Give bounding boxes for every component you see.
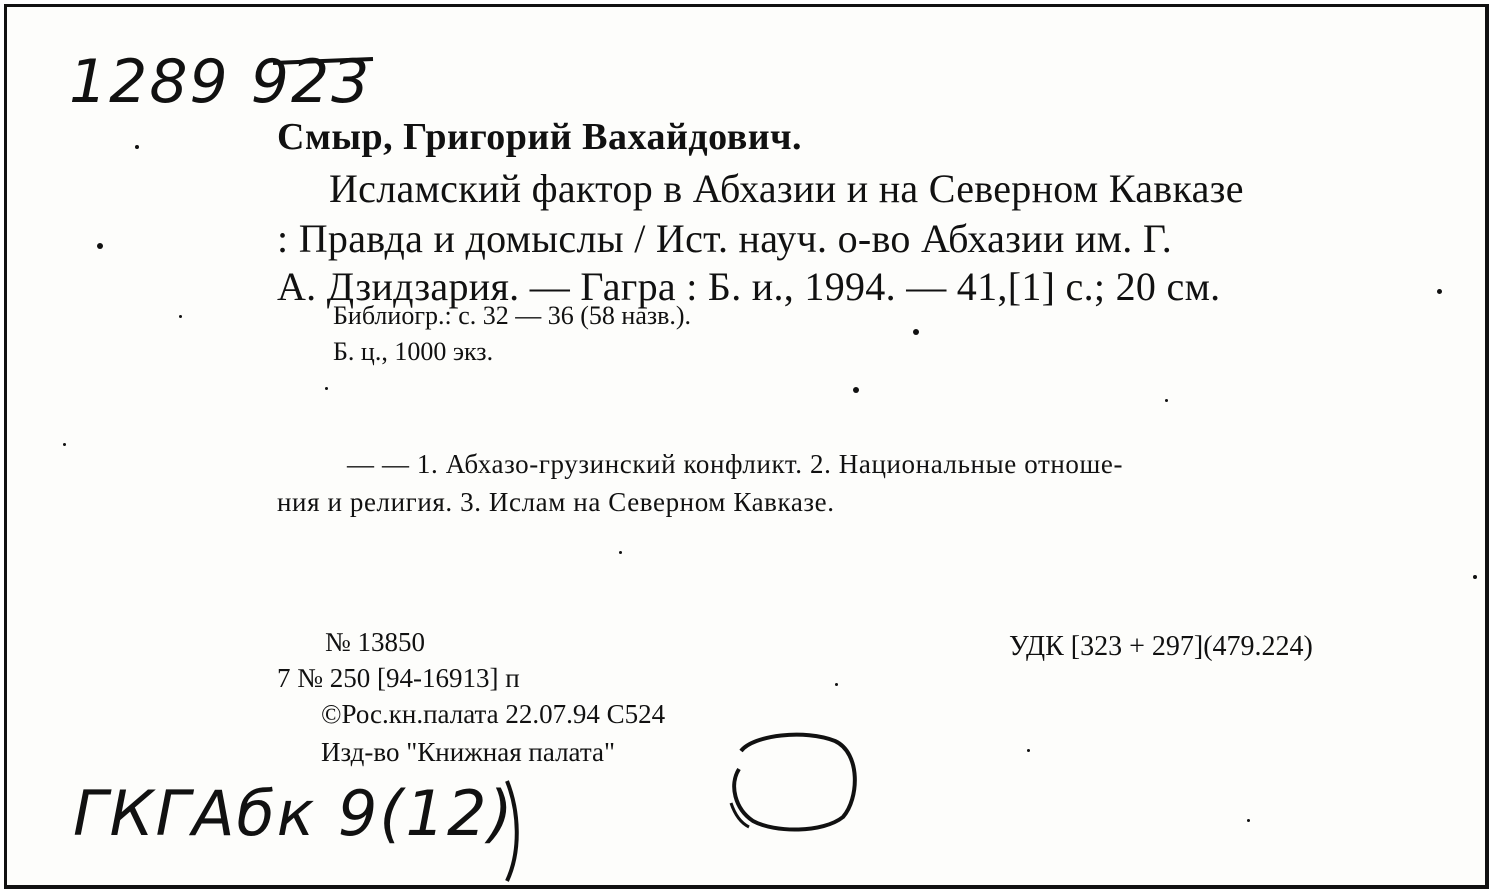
author-heading: Смыр, Григорий Вахайдович. — [277, 116, 803, 158]
copyright-line: ©Рос.кн.палата 22.07.94 С524 — [321, 699, 666, 729]
speck — [1027, 749, 1030, 752]
speck — [913, 329, 919, 335]
speck — [135, 145, 139, 149]
handwritten-overline — [269, 55, 379, 69]
title-line-2: : Правда и домыслы / Ист. науч. о-во Абхазии им. Г. — [277, 216, 1173, 261]
catalog-card — [4, 4, 1489, 889]
registration-line-2: 7 № 250 [94-16913] п — [277, 663, 520, 693]
handwritten-bracket — [501, 777, 525, 887]
price-note: Б. ц., 1000 экз. — [333, 337, 494, 366]
title-line-3: А. Дзидзария. — Гагра : Б. и., 1994. — 41,[1] с.; 20 см. — [277, 264, 1221, 309]
speck — [325, 387, 328, 390]
speck — [1247, 819, 1250, 822]
speck — [853, 387, 859, 393]
speck — [97, 243, 103, 249]
speck — [1473, 575, 1477, 579]
handwritten-accession-number: 1289 923 — [69, 47, 372, 117]
round-stamp-outline — [719, 729, 865, 839]
speck — [63, 443, 66, 446]
subject-headings-line-2: ния и религия. 3. Ислам на Северном Кавказе. — [277, 487, 835, 517]
speck — [835, 683, 838, 686]
title-line-1: Исламский фактор в Абхазии и на Северном Кавказе — [329, 166, 1244, 211]
handwritten-classification-code: ГКГАбк 9(12) — [73, 777, 515, 850]
speck — [619, 551, 622, 554]
speck — [1437, 289, 1442, 294]
udk-classification: УДК [323 + 297](479.224) — [1009, 631, 1313, 662]
speck — [1165, 399, 1168, 402]
subject-headings-line-1: — — 1. Абхазо-грузинский конфликт. 2. Национальные отноше- — [347, 449, 1124, 479]
bibliography-note: Библиогр.: с. 32 — 36 (58 назв.). — [333, 301, 692, 330]
publisher-line: Изд-во "Книжная палата" — [321, 737, 615, 767]
registration-number: № 13850 — [325, 627, 426, 657]
speck — [179, 315, 182, 318]
